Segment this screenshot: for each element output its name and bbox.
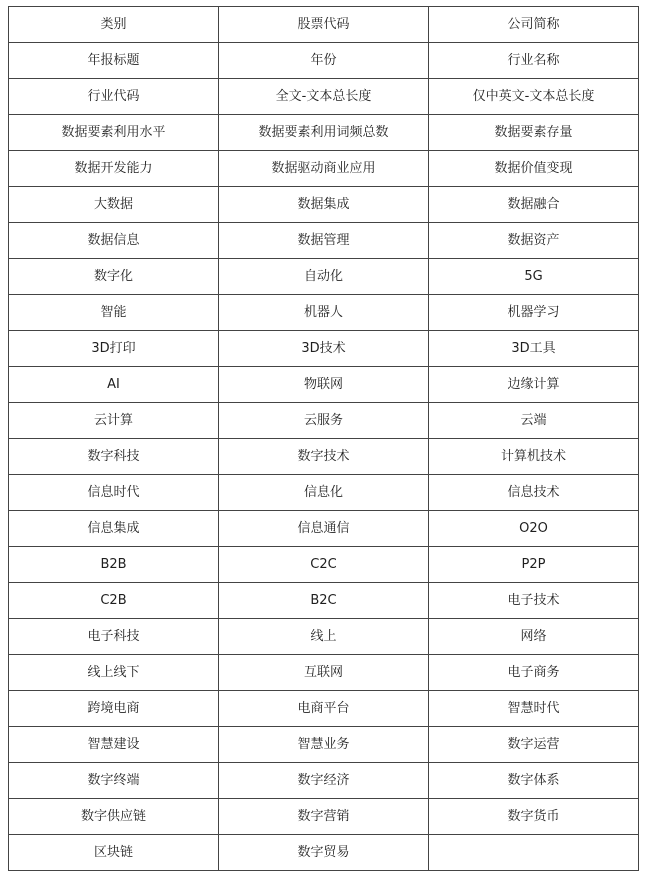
table-cell: B2B	[9, 547, 219, 583]
table-cell: 数据价值变现	[429, 151, 639, 187]
table-cell: C2B	[9, 583, 219, 619]
table-cell: 互联网	[219, 655, 429, 691]
table-cell: 3D打印	[9, 331, 219, 367]
table-cell: 大数据	[9, 187, 219, 223]
table-cell: P2P	[429, 547, 639, 583]
table-cell: 计算机技术	[429, 439, 639, 475]
table-cell: 智能	[9, 295, 219, 331]
table-cell: 5G	[429, 259, 639, 295]
table-cell: 云服务	[219, 403, 429, 439]
table-cell: 物联网	[219, 367, 429, 403]
table-cell: 信息通信	[219, 511, 429, 547]
table-cell: 电商平台	[219, 691, 429, 727]
table-cell: 数字终端	[9, 763, 219, 799]
table-cell: 3D技术	[219, 331, 429, 367]
table-cell: 电子技术	[429, 583, 639, 619]
table-cell: 年报标题	[9, 43, 219, 79]
table-cell: 数字化	[9, 259, 219, 295]
table-row	[9, 547, 639, 583]
table-cell: 行业名称	[429, 43, 639, 79]
table-cell: 信息技术	[429, 475, 639, 511]
table-cell: 数据资产	[429, 223, 639, 259]
table-cell: 数字贸易	[219, 835, 429, 871]
table-row	[9, 79, 639, 115]
table-cell: 网络	[429, 619, 639, 655]
table-row	[9, 727, 639, 763]
table-row	[9, 619, 639, 655]
table-row	[9, 511, 639, 547]
table-cell: 3D工具	[429, 331, 639, 367]
table-cell: 数字科技	[9, 439, 219, 475]
table-cell: C2C	[219, 547, 429, 583]
table-cell: 信息化	[219, 475, 429, 511]
table-cell: 自动化	[219, 259, 429, 295]
table-row	[9, 403, 639, 439]
table-cell: 公司简称	[429, 7, 639, 43]
table-row	[9, 691, 639, 727]
table-cell: 线上线下	[9, 655, 219, 691]
table-row	[9, 223, 639, 259]
table-cell: 信息集成	[9, 511, 219, 547]
variable-table-body	[9, 7, 639, 871]
table-row	[9, 763, 639, 799]
table-row	[9, 151, 639, 187]
table-cell: 跨境电商	[9, 691, 219, 727]
table-cell: 机器人	[219, 295, 429, 331]
table-row	[9, 115, 639, 151]
table-row	[9, 187, 639, 223]
table-row	[9, 439, 639, 475]
table-cell: 类别	[9, 7, 219, 43]
table-cell: 数字供应链	[9, 799, 219, 835]
table-cell: 边缘计算	[429, 367, 639, 403]
table-cell: 数字货币	[429, 799, 639, 835]
table-cell: 数据开发能力	[9, 151, 219, 187]
table-cell: 机器学习	[429, 295, 639, 331]
table-cell: 信息时代	[9, 475, 219, 511]
table-cell: 数字运营	[429, 727, 639, 763]
table-row	[9, 655, 639, 691]
table-cell: 智慧建设	[9, 727, 219, 763]
table-cell: 数据集成	[219, 187, 429, 223]
table-cell: 电子科技	[9, 619, 219, 655]
table-cell: AI	[9, 367, 219, 403]
table-cell: 数字技术	[219, 439, 429, 475]
variable-table-container	[8, 6, 639, 871]
table-cell: 智慧业务	[219, 727, 429, 763]
table-cell: 数字营销	[219, 799, 429, 835]
table-cell: 行业代码	[9, 79, 219, 115]
table-row	[9, 295, 639, 331]
table-cell: 数据信息	[9, 223, 219, 259]
table-row	[9, 475, 639, 511]
table-cell: 数字经济	[219, 763, 429, 799]
table-cell: 云端	[429, 403, 639, 439]
table-row	[9, 43, 639, 79]
table-cell: 股票代码	[219, 7, 429, 43]
table-cell: 数据驱动商业应用	[219, 151, 429, 187]
table-cell: 数字体系	[429, 763, 639, 799]
variable-table	[8, 6, 639, 871]
table-row	[9, 7, 639, 43]
table-cell	[429, 835, 639, 871]
table-cell: 数据管理	[219, 223, 429, 259]
table-row	[9, 331, 639, 367]
table-cell: 全文-文本总长度	[219, 79, 429, 115]
table-row	[9, 799, 639, 835]
table-cell: 数据要素存量	[429, 115, 639, 151]
table-cell: 数据要素利用水平	[9, 115, 219, 151]
table-row	[9, 583, 639, 619]
table-cell: 线上	[219, 619, 429, 655]
table-cell: 区块链	[9, 835, 219, 871]
table-cell: B2C	[219, 583, 429, 619]
table-cell: 电子商务	[429, 655, 639, 691]
table-cell: 数据要素利用词频总数	[219, 115, 429, 151]
table-row	[9, 367, 639, 403]
table-cell: 智慧时代	[429, 691, 639, 727]
table-cell: 仅中英文-文本总长度	[429, 79, 639, 115]
table-cell: 云计算	[9, 403, 219, 439]
table-row	[9, 835, 639, 871]
table-cell: 数据融合	[429, 187, 639, 223]
table-row	[9, 259, 639, 295]
table-cell: O2O	[429, 511, 639, 547]
table-cell: 年份	[219, 43, 429, 79]
